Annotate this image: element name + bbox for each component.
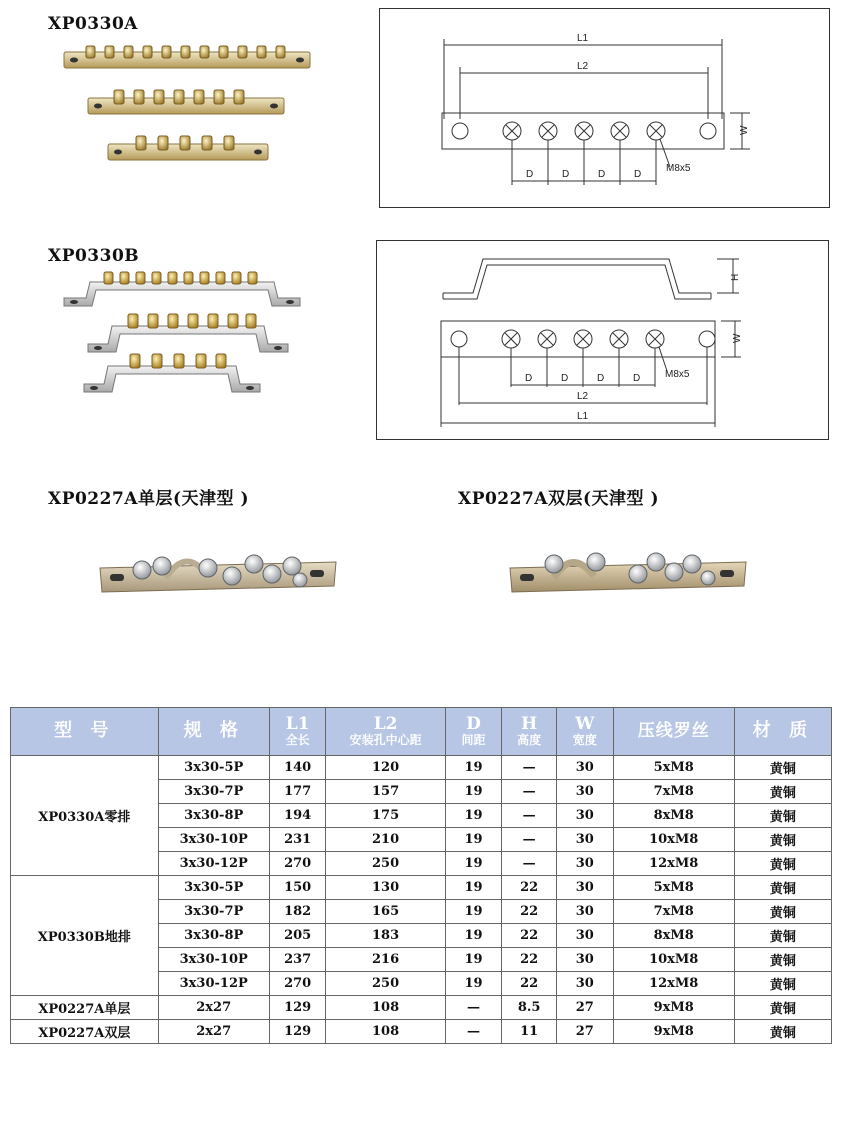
cell-l2: 250: [326, 852, 445, 876]
cell-h: —: [502, 852, 557, 876]
title-xp0330a: XP0330A: [48, 14, 138, 34]
cell-material: 黄铜: [734, 996, 831, 1020]
title-xp0330b: XP0330B: [48, 246, 140, 266]
cell-d: 19: [445, 948, 502, 972]
cell-l1: 177: [269, 780, 326, 804]
cell-model: XP0330B地排: [11, 876, 159, 996]
header-material: 材 质: [734, 708, 831, 756]
cell-d: 19: [445, 900, 502, 924]
cell-d: 19: [445, 972, 502, 996]
cell-spec: 3x30-5P: [158, 876, 269, 900]
cell-material: 黄铜: [734, 804, 831, 828]
header-w: W 宽度: [556, 708, 613, 756]
dim-w-label: W: [732, 333, 743, 343]
cell-l1: 182: [269, 900, 326, 924]
cell-material: 黄铜: [734, 948, 831, 972]
product-photo-xp0330a: [60, 40, 320, 170]
cell-l2: 175: [326, 804, 445, 828]
dim-d-label: D: [526, 169, 534, 180]
dim-d-label: D: [561, 373, 569, 384]
cell-l2: 157: [326, 780, 445, 804]
cell-screw: 12xM8: [613, 852, 734, 876]
cell-l1: 231: [269, 828, 326, 852]
cell-d: 19: [445, 780, 502, 804]
cell-h: 8.5: [502, 996, 557, 1020]
cell-w: 30: [556, 876, 613, 900]
cell-h: 22: [502, 972, 557, 996]
cell-screw: 8xM8: [613, 804, 734, 828]
table-row: [11, 756, 832, 780]
technical-drawing-xp0330a: [379, 8, 830, 208]
cell-w: 30: [556, 780, 613, 804]
cell-l1: 270: [269, 852, 326, 876]
cell-material: 黄铜: [734, 852, 831, 876]
cell-material: 黄铜: [734, 972, 831, 996]
cell-h: —: [502, 804, 557, 828]
cell-l2: 210: [326, 828, 445, 852]
screw-callout: M8x5: [666, 163, 691, 174]
cell-spec: 2x27: [158, 996, 269, 1020]
cell-screw: 12xM8: [613, 972, 734, 996]
header-d: D 间距: [445, 708, 502, 756]
cell-material: 黄铜: [734, 780, 831, 804]
cell-l1: 129: [269, 1020, 326, 1044]
header-model: 型 号: [11, 708, 159, 756]
cell-h: 22: [502, 876, 557, 900]
cell-material: 黄铜: [734, 924, 831, 948]
cell-w: 30: [556, 900, 613, 924]
cell-model: XP0227A双层: [11, 1020, 159, 1044]
cell-screw: 5xM8: [613, 876, 734, 900]
cell-screw: 7xM8: [613, 900, 734, 924]
cell-d: 19: [445, 876, 502, 900]
cell-screw: 9xM8: [613, 996, 734, 1020]
cell-material: 黄铜: [734, 828, 831, 852]
cell-spec: 3x30-8P: [158, 924, 269, 948]
cell-l1: 129: [269, 996, 326, 1020]
cell-h: 22: [502, 900, 557, 924]
cell-w: 30: [556, 948, 613, 972]
header-l1: L1 全长: [269, 708, 326, 756]
cell-screw: 10xM8: [613, 828, 734, 852]
dim-l1-label: L1: [577, 33, 589, 44]
header-spec: 规 格: [158, 708, 269, 756]
cell-screw: 8xM8: [613, 924, 734, 948]
cell-spec: 3x30-10P: [158, 828, 269, 852]
cell-material: 黄铜: [734, 756, 831, 780]
cell-d: 19: [445, 756, 502, 780]
dim-d-label: D: [597, 373, 605, 384]
cell-material: 黄铜: [734, 900, 831, 924]
header-screw: 压线罗丝: [613, 708, 734, 756]
cell-l2: 183: [326, 924, 445, 948]
dim-d-label: D: [634, 169, 642, 180]
product-photo-xp0330b: [60, 268, 310, 398]
cell-w: 30: [556, 756, 613, 780]
dim-l2-label: L2: [577, 61, 589, 72]
product-photo-xp0227a-single: [96, 538, 340, 600]
dim-d-label: D: [598, 169, 606, 180]
screw-callout: M8x5: [665, 369, 690, 380]
cell-l2: 165: [326, 900, 445, 924]
table-body: [11, 756, 832, 1044]
cell-l1: 237: [269, 948, 326, 972]
cell-l1: 270: [269, 972, 326, 996]
cell-screw: 5xM8: [613, 756, 734, 780]
cell-h: —: [502, 828, 557, 852]
cell-d: 19: [445, 852, 502, 876]
title-xp0227a-double: XP0227A双层(天津型 ): [458, 489, 659, 509]
cell-spec: 3x30-12P: [158, 852, 269, 876]
cell-h: —: [502, 780, 557, 804]
cell-material: 黄铜: [734, 876, 831, 900]
cell-w: 30: [556, 924, 613, 948]
cell-l1: 150: [269, 876, 326, 900]
cell-d: —: [445, 996, 502, 1020]
cell-material: 黄铜: [734, 1020, 831, 1044]
cell-model: XP0227A单层: [11, 996, 159, 1020]
table-row: [11, 876, 832, 900]
cell-l2: 120: [326, 756, 445, 780]
cell-l1: 205: [269, 924, 326, 948]
product-photo-xp0227a-double: [506, 544, 752, 604]
cell-h: 22: [502, 948, 557, 972]
cell-l1: 140: [269, 756, 326, 780]
dim-d-label: D: [633, 373, 641, 384]
header-h: H 高度: [502, 708, 557, 756]
dim-l2-label: L2: [577, 391, 589, 402]
cell-l2: 108: [326, 996, 445, 1020]
cell-l2: 108: [326, 1020, 445, 1044]
cell-spec: 3x30-5P: [158, 756, 269, 780]
cell-w: 30: [556, 852, 613, 876]
cell-d: 19: [445, 924, 502, 948]
dim-l1-label: L1: [577, 411, 589, 422]
cell-spec: 3x30-7P: [158, 780, 269, 804]
cell-w: 30: [556, 972, 613, 996]
cell-w: 27: [556, 1020, 613, 1044]
header-l2: L2 安装孔中心距: [326, 708, 445, 756]
cell-h: —: [502, 756, 557, 780]
dim-d-label: D: [525, 373, 533, 384]
cell-spec: 2x27: [158, 1020, 269, 1044]
technical-drawing-xp0330b: [376, 240, 829, 440]
cell-h: 22: [502, 924, 557, 948]
cell-l2: 216: [326, 948, 445, 972]
table-row: [11, 1020, 832, 1044]
cell-w: 30: [556, 804, 613, 828]
cell-spec: 3x30-8P: [158, 804, 269, 828]
cell-l1: 194: [269, 804, 326, 828]
cell-h: 11: [502, 1020, 557, 1044]
title-xp0227a-single: XP0227A单层(天津型 ): [48, 489, 249, 509]
table-header-row: [11, 708, 832, 756]
cell-spec: 3x30-10P: [158, 948, 269, 972]
dim-h-label: H: [730, 273, 741, 281]
cell-d: 19: [445, 828, 502, 852]
cell-l2: 250: [326, 972, 445, 996]
cell-w: 30: [556, 828, 613, 852]
cell-w: 27: [556, 996, 613, 1020]
cell-d: —: [445, 1020, 502, 1044]
cell-screw: 10xM8: [613, 948, 734, 972]
dim-d-label: D: [562, 169, 570, 180]
cell-spec: 3x30-12P: [158, 972, 269, 996]
cell-screw: 9xM8: [613, 1020, 734, 1044]
cell-spec: 3x30-7P: [158, 900, 269, 924]
dim-w-label: W: [739, 125, 750, 135]
cell-model: XP0330A零排: [11, 756, 159, 876]
table-row: [11, 996, 832, 1020]
spec-table: [10, 707, 832, 1044]
cell-d: 19: [445, 804, 502, 828]
cell-l2: 130: [326, 876, 445, 900]
cell-screw: 7xM8: [613, 780, 734, 804]
